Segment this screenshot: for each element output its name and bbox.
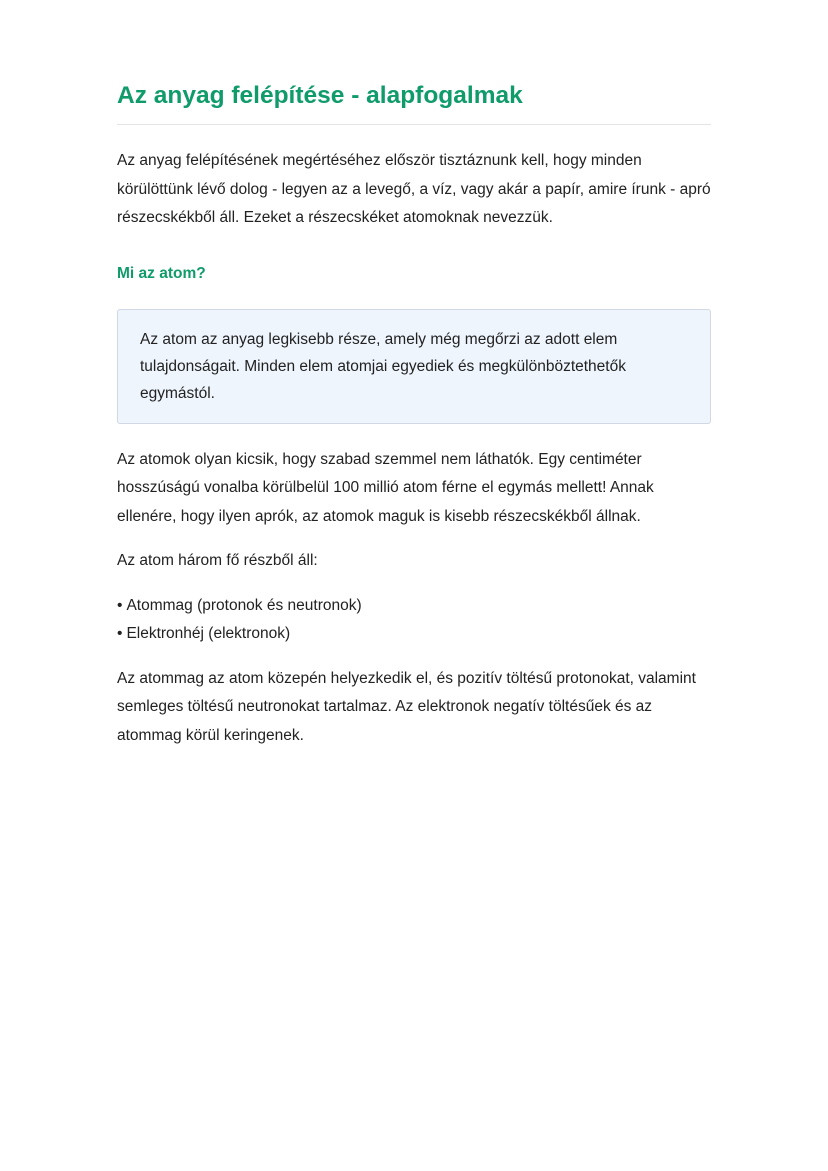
list-item — [117, 592, 711, 621]
page-title: Az anyag felépítése - alapfogalmak — [117, 80, 711, 125]
parts-list — [117, 592, 711, 649]
parts-intro: Az atom három fő részből áll: — [117, 552, 318, 569]
section-heading: Mi az atom? — [117, 264, 206, 282]
list-item — [117, 620, 711, 649]
bullet-marker: • — [117, 625, 123, 642]
intro-paragraph: Az anyag felépítésének megértéséhez először tisztáznunk kell, hogy minden körülöttünk lévő dolog - legyen az a levegő, a víz, vagy akár a papír, amire írunk - apró részecskékből áll. Ezeket a részecskéket atomoknak nevezzük. — [117, 152, 711, 226]
nucleus-paragraph: Az atommag az atom közepén helyezkedik el, és pozitív töltésű protonokat, valamint semleges töltésű neutronokat tartalmaz. Az elektronok negatív töltésűek és az atommag körül keringenek. — [117, 669, 696, 744]
size-paragraph: Az atomok olyan kicsik, hogy szabad szemmel nem láthatók. Egy centiméter hosszúságú vonalba körülbelül 100 millió atom férne el egymás mellett! Annak ellenére, hogy ilyen aprók, az atomok maguk is kisebb részecskékből állnak. — [117, 450, 654, 525]
list-item-text: Atommag (protonok és neutronok) — [126, 596, 362, 614]
definition-box — [117, 309, 711, 424]
bullet-marker: • — [117, 596, 123, 614]
list-item-text: Elektronhéj (elektronok) — [126, 625, 291, 642]
definition-text: Az atom az anyag legkisebb része, amely még megőrzi az adott elem tulajdonságait. Minden elem atomjai egyediek és megkülönböztethetők egymástól. — [140, 330, 626, 402]
